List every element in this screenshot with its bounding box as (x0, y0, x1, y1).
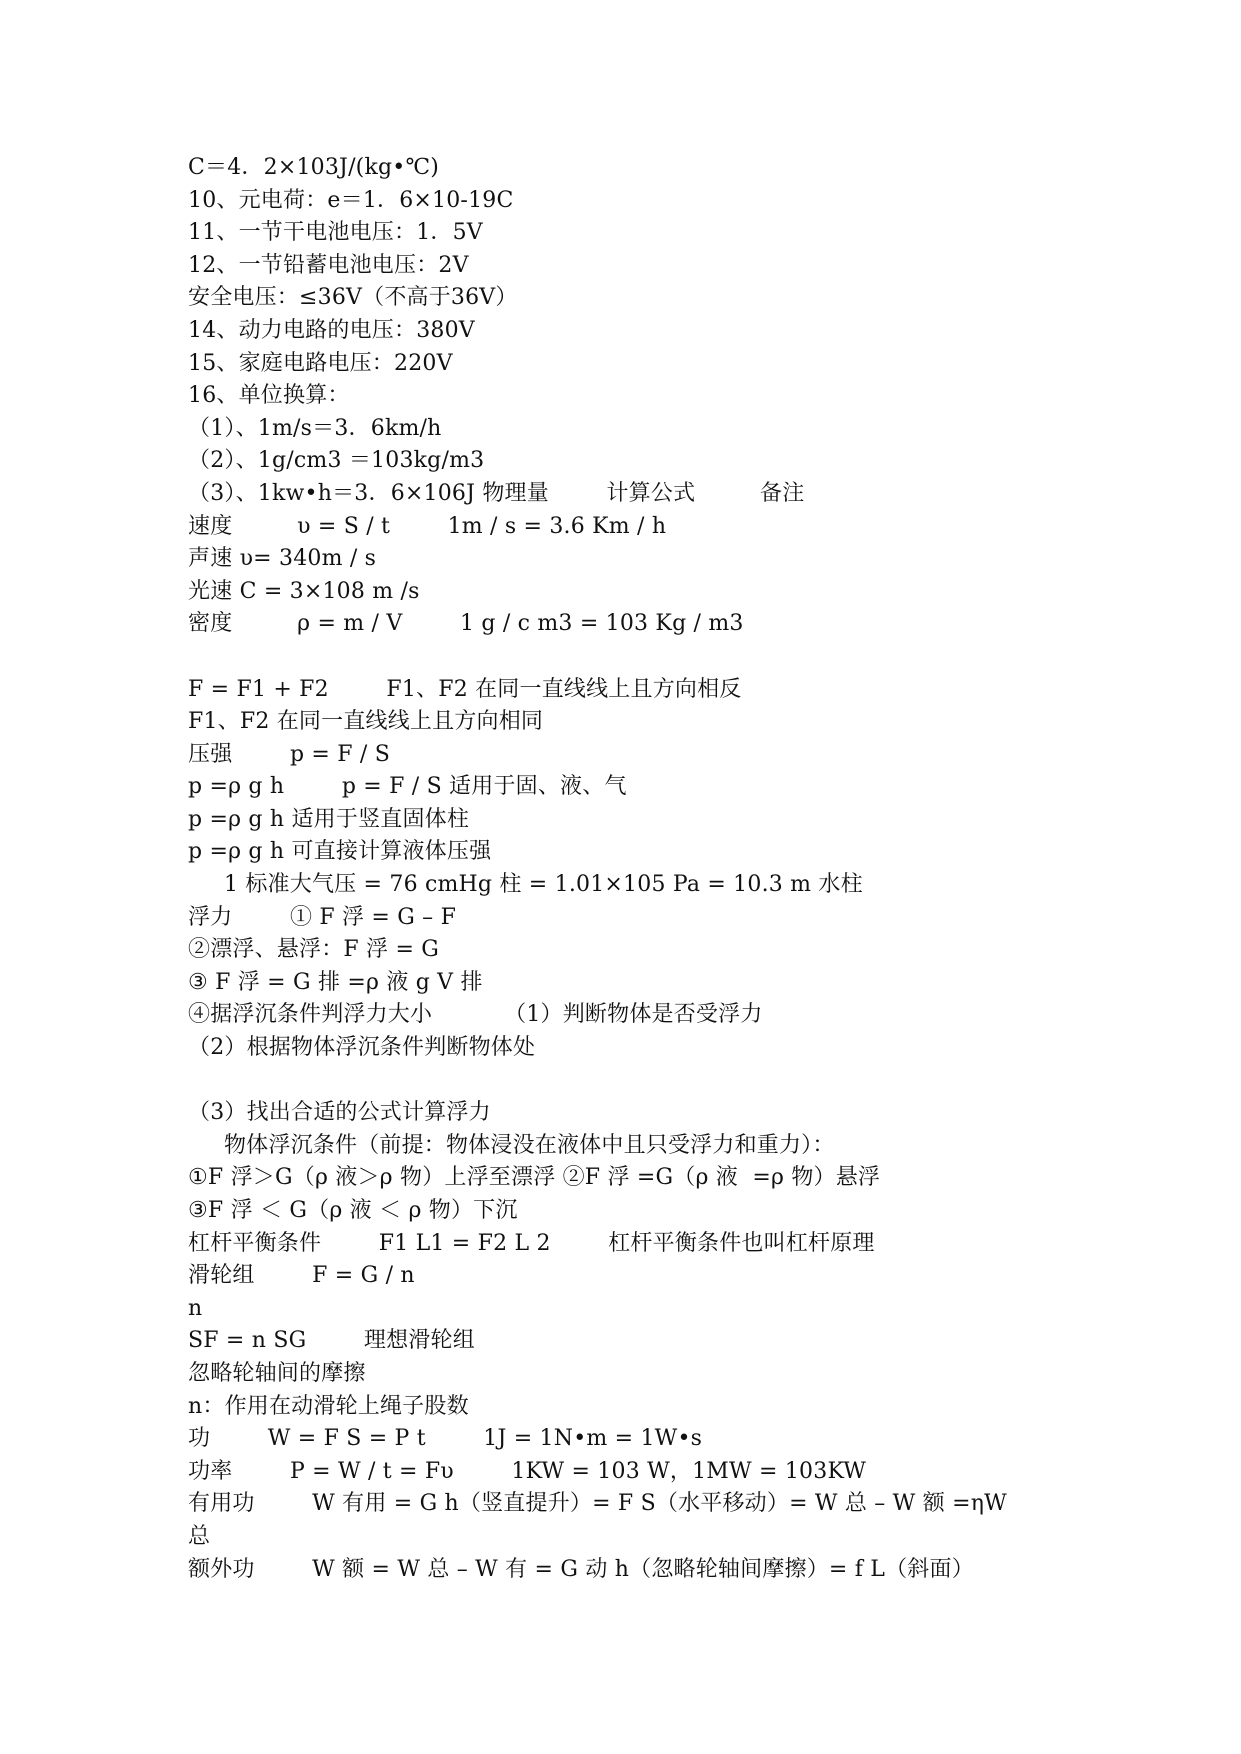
text-line: （2）根据物体浮沉条件判断物体处 (188, 1035, 536, 1061)
text-line: 总 (188, 1523, 211, 1549)
text-line: 功率 P = W / t = Fυ 1KW = 103 W，1MW = 103KW (188, 1458, 867, 1484)
text-line: 功 W = F S = P t 1J = 1N•m = 1W•s (188, 1426, 703, 1452)
text-line: 1 标准大气压 = 76 cmHg 柱 = 1.01×105 Pa = 10.3 m 水柱 (188, 872, 863, 898)
text-line: 12、一节铅蓄电池电压：2V (188, 252, 469, 278)
text-line: 14、动力电路的电压：380V (188, 317, 475, 343)
text-line: ①F 浮＞G（ρ 液＞ρ 物）上浮至漂浮 ②F 浮 =G（ρ 液 =ρ 物）悬浮 (188, 1165, 881, 1191)
text-line: （3）找出合适的公式计算浮力 (188, 1100, 491, 1126)
text-line: 10、元电荷：e＝1．6×10-19C (188, 187, 514, 213)
text-line: ②漂浮、悬浮：F 浮 = G (188, 937, 440, 963)
blank-line (188, 1065, 1088, 1098)
text-line: 光速 C = 3×108 m /s (188, 578, 420, 604)
text-line: 有用功 W 有用 = G h（竖直提升）= F S（水平移动）= W 总 – W 额 =ηW (188, 1491, 1007, 1517)
text-line: 额外功 W 额 = W 总 – W 有 = G 动 h（忽略轮轴间摩擦）= f L（斜面） (188, 1556, 974, 1582)
text-line: p =ρ g h p = F / S 适用于固、液、气 (188, 774, 627, 800)
text-line: ③ F 浮 = G 排 =ρ 液 g V 排 (188, 969, 483, 995)
blank-line (188, 641, 1088, 674)
text-line: 滑轮组 F = G / n (188, 1263, 415, 1289)
text-line: n：作用在动滑轮上绳子股数 (188, 1393, 469, 1419)
text-body (188, 152, 1088, 1586)
text-line: 杠杆平衡条件 F1 L1 = F2 L 2 杠杆平衡条件也叫杠杆原理 (188, 1230, 875, 1256)
text-line: 声速 υ= 340m / s (188, 546, 377, 572)
text-line: SF = n SG 理想滑轮组 (188, 1328, 475, 1354)
text-line: （2）、1g/cm3 ＝103kg/m3 (188, 448, 485, 474)
text-line: 忽略轮轴间的摩擦 (188, 1360, 366, 1386)
text-line: C＝4．2×103J/(kg•℃) (188, 155, 440, 180)
text-line: 压强 p = F / S (188, 741, 390, 767)
text-line: 15、家庭电路电压：220V (188, 350, 453, 376)
text-line: 安全电压：≤36V（不高于36V） (188, 285, 518, 311)
text-line: F = F1 + F2 F1、F2 在同一直线线上且方向相反 (188, 676, 742, 702)
text-line: F1、F2 在同一直线线上且方向相同 (188, 709, 544, 735)
text-line: 11、一节干电池电压：1．5V (188, 220, 483, 246)
text-line: ③F 浮 ＜ G（ρ 液 ＜ ρ 物）下沉 (188, 1198, 518, 1223)
text-line: 16、单位换算： (188, 383, 350, 409)
text-line: p =ρ g h 可直接计算液体压强 (188, 839, 492, 865)
text-line: ④据浮沉条件判浮力大小 （1）判断物体是否受浮力 (188, 1002, 763, 1028)
text-line: 速度 υ = S / t 1m / s = 3.6 Km / h (188, 513, 667, 539)
text-line: p =ρ g h 适用于竖直固体柱 (188, 806, 470, 832)
text-line: （1）、1m/s＝3．6km/h (188, 415, 442, 441)
text-line: （3）、1kw•h＝3．6×106J 物理量 计算公式 备注 (188, 480, 805, 506)
text-line: 物体浮沉条件（前提：物体浸没在液体中且只受浮力和重力）： (188, 1132, 835, 1158)
text-line: 密度 ρ = m / V 1 g / c m3 = 103 Kg / m3 (188, 611, 744, 637)
text-line: 浮力 ① F 浮 = G – F (188, 904, 457, 930)
text-line: n (188, 1295, 203, 1321)
